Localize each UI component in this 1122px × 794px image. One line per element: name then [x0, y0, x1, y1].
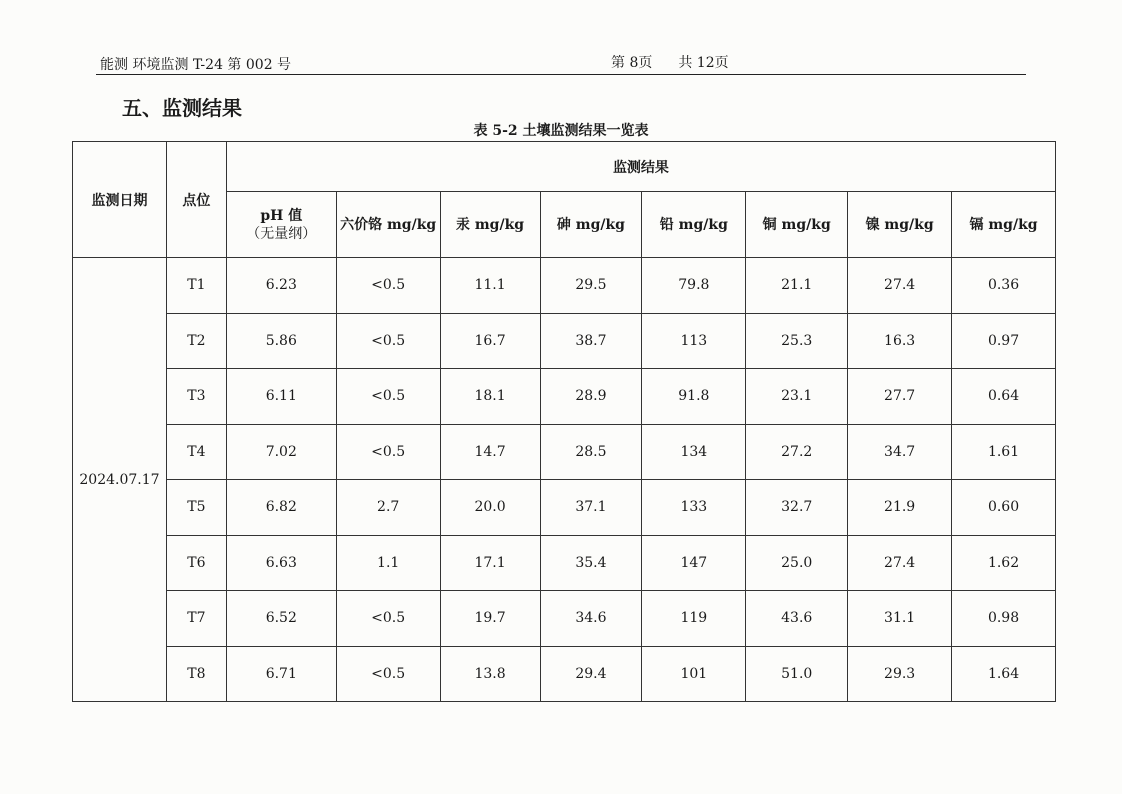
value-cell: 134	[642, 424, 746, 480]
value-cell: 6.52	[226, 591, 336, 647]
value-cell: 14.7	[440, 424, 540, 480]
value-cell: 6.63	[226, 535, 336, 591]
value-cell: 2.7	[336, 480, 440, 536]
value-cell: 147	[642, 535, 746, 591]
value-cell: 0.36	[952, 258, 1056, 314]
value-cell: 6.11	[226, 369, 336, 425]
column-header-label: 铜 mg/kg	[762, 216, 831, 233]
value-cell: 16.7	[440, 313, 540, 369]
value-cell: 1.1	[336, 535, 440, 591]
value-cell: 28.9	[540, 369, 642, 425]
value-cell: <0.5	[336, 646, 440, 702]
page-indicator	[611, 52, 755, 72]
point-cell: T4	[166, 424, 226, 480]
page-number: 第 8页	[611, 55, 653, 71]
value-cell: <0.5	[336, 591, 440, 647]
value-cell: 16.3	[848, 313, 952, 369]
value-cell: 27.2	[746, 424, 848, 480]
column-header	[642, 192, 746, 258]
table-row	[73, 646, 1056, 702]
value-cell: 0.64	[952, 369, 1056, 425]
value-cell: 1.61	[952, 424, 1056, 480]
point-cell: T1	[166, 258, 226, 314]
value-cell: 31.1	[848, 591, 952, 647]
point-cell: T7	[166, 591, 226, 647]
value-cell: 6.82	[226, 480, 336, 536]
value-cell: 25.3	[746, 313, 848, 369]
value-cell: 25.0	[746, 535, 848, 591]
value-cell: 20.0	[440, 480, 540, 536]
column-header-label: 镉 mg/kg	[969, 216, 1038, 233]
value-cell: 6.23	[226, 258, 336, 314]
value-cell: <0.5	[336, 258, 440, 314]
value-cell: 5.86	[226, 313, 336, 369]
value-cell: 13.8	[440, 646, 540, 702]
value-cell: 28.5	[540, 424, 642, 480]
value-cell: 35.4	[540, 535, 642, 591]
column-header	[440, 192, 540, 258]
value-cell: 21.9	[848, 480, 952, 536]
column-header	[336, 192, 440, 258]
point-cell: T6	[166, 535, 226, 591]
column-header-label: 砷 mg/kg	[556, 216, 625, 233]
column-header-label: pH 值	[260, 207, 303, 224]
table-row	[73, 313, 1056, 369]
value-cell: 0.60	[952, 480, 1056, 536]
column-header-unit: （无量纲）	[246, 225, 317, 242]
header-results-group: 监测结果	[226, 142, 1055, 192]
value-cell: 101	[642, 646, 746, 702]
value-cell: 17.1	[440, 535, 540, 591]
column-header	[848, 192, 952, 258]
value-cell: 0.98	[952, 591, 1056, 647]
soil-results-table	[72, 141, 1056, 702]
value-cell: 51.0	[746, 646, 848, 702]
header-point: 点位	[166, 142, 226, 258]
value-cell: <0.5	[336, 369, 440, 425]
value-cell: 29.3	[848, 646, 952, 702]
column-header-label: 六价铬 mg/kg	[340, 216, 437, 233]
value-cell: 34.7	[848, 424, 952, 480]
value-cell: 91.8	[642, 369, 746, 425]
table-caption: 表 5-2 土壤监测结果一览表	[473, 123, 649, 139]
column-header	[952, 192, 1056, 258]
value-cell: 133	[642, 480, 746, 536]
sampling-date: 2024.07.17	[73, 258, 167, 702]
value-cell: 34.6	[540, 591, 642, 647]
value-cell: 27.7	[848, 369, 952, 425]
column-header-label: 镍 mg/kg	[865, 216, 934, 233]
point-cell: T3	[166, 369, 226, 425]
value-cell: 27.4	[848, 535, 952, 591]
value-cell: 1.62	[952, 535, 1056, 591]
table-row	[73, 424, 1056, 480]
column-header	[226, 192, 336, 258]
value-cell: 37.1	[540, 480, 642, 536]
value-cell: 119	[642, 591, 746, 647]
value-cell: 23.1	[746, 369, 848, 425]
value-cell: 11.1	[440, 258, 540, 314]
value-cell: <0.5	[336, 313, 440, 369]
column-header	[746, 192, 848, 258]
column-header-label: 汞 mg/kg	[456, 216, 525, 233]
section-title: 五、监测结果	[122, 96, 242, 120]
value-cell: 38.7	[540, 313, 642, 369]
report-number: 能测 环境监测 T-24 第 002 号	[100, 57, 292, 73]
table-row	[73, 258, 1056, 314]
table-row	[73, 535, 1056, 591]
table-row	[73, 480, 1056, 536]
value-cell: 29.5	[540, 258, 642, 314]
column-header	[540, 192, 642, 258]
value-cell: 113	[642, 313, 746, 369]
table-row	[73, 369, 1056, 425]
value-cell: 0.97	[952, 313, 1056, 369]
page-header	[96, 52, 1026, 75]
point-cell: T2	[166, 313, 226, 369]
value-cell: 79.8	[642, 258, 746, 314]
value-cell: 19.7	[440, 591, 540, 647]
value-cell: 27.4	[848, 258, 952, 314]
value-cell: 21.1	[746, 258, 848, 314]
value-cell: 1.64	[952, 646, 1056, 702]
value-cell: <0.5	[336, 424, 440, 480]
value-cell: 32.7	[746, 480, 848, 536]
page-total: 共 12页	[678, 55, 729, 71]
value-cell: 43.6	[746, 591, 848, 647]
value-cell: 7.02	[226, 424, 336, 480]
value-cell: 6.71	[226, 646, 336, 702]
table-row	[73, 591, 1056, 647]
point-cell: T8	[166, 646, 226, 702]
header-date: 监测日期	[73, 142, 167, 258]
value-cell: 29.4	[540, 646, 642, 702]
value-cell: 18.1	[440, 369, 540, 425]
table-body	[73, 258, 1056, 702]
point-cell: T5	[166, 480, 226, 536]
column-header-label: 铅 mg/kg	[659, 216, 728, 233]
